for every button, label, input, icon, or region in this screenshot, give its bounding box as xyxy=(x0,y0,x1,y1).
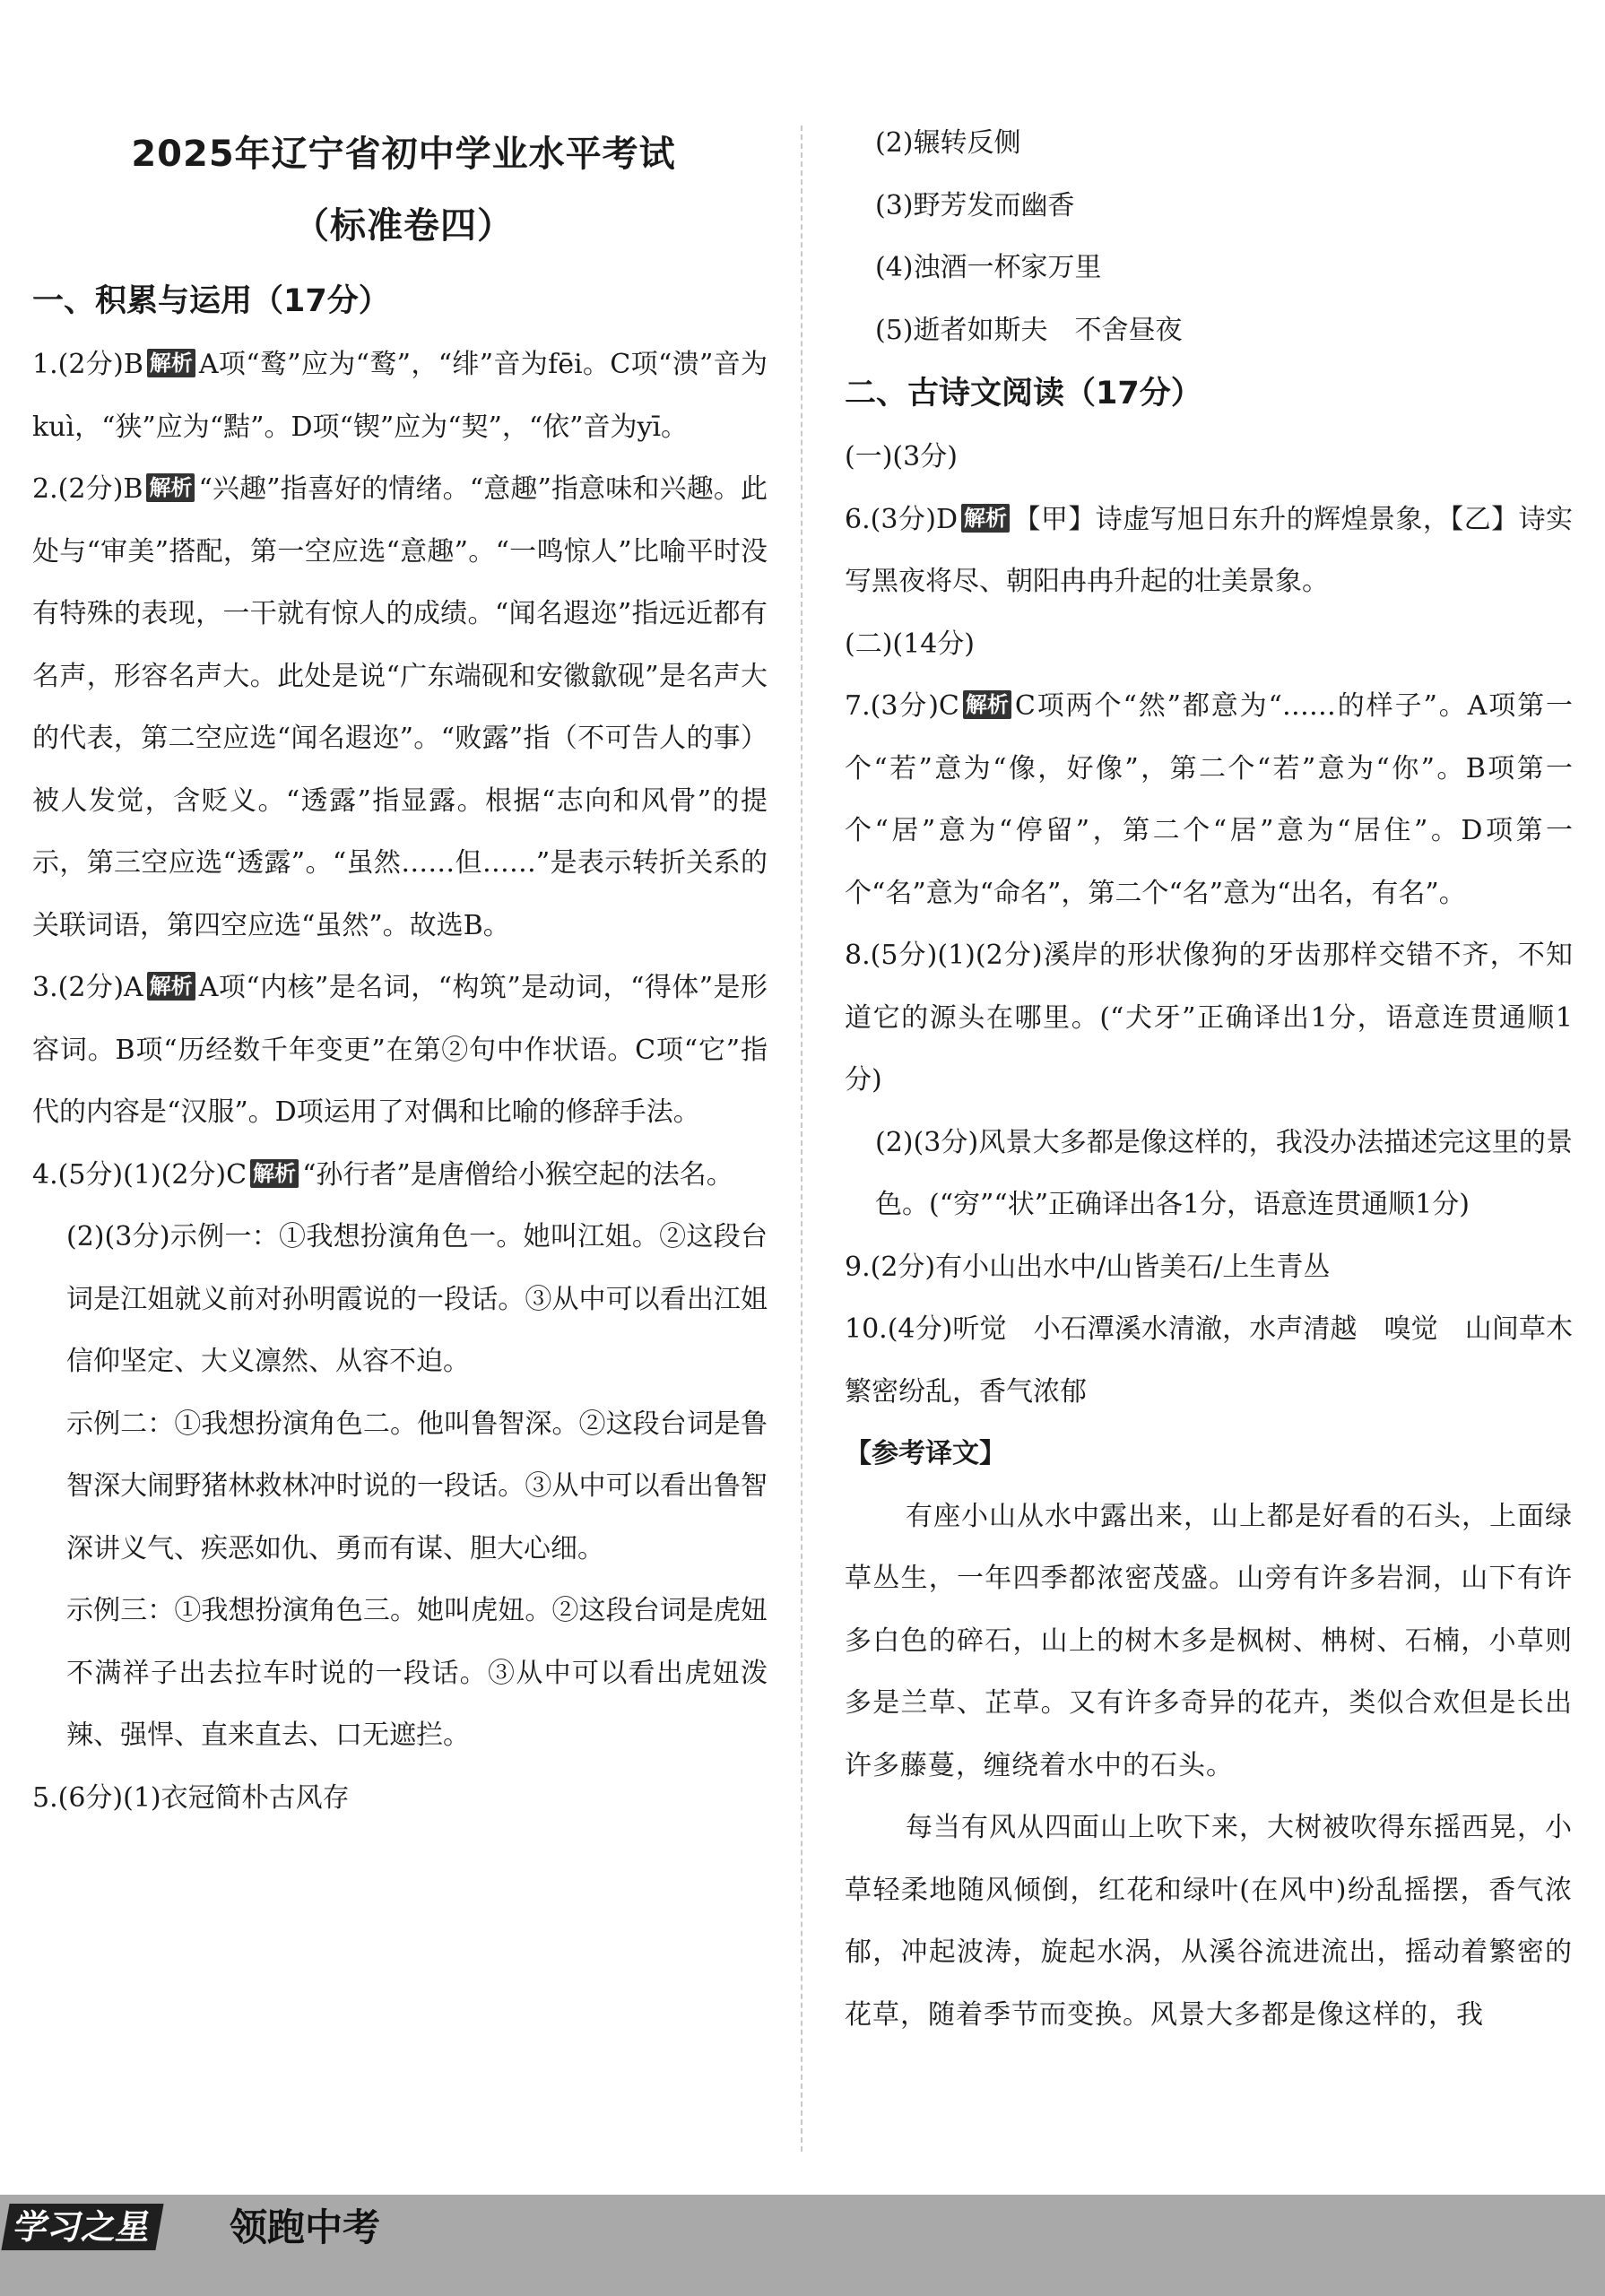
answer-q5-2: (2)辗转反侧 xyxy=(875,127,1021,159)
brand-logo: 学习之星 xyxy=(1,2204,163,2250)
section-heading-1: 一、积累与运用（17分） xyxy=(32,283,390,319)
answer-q4-example-2: 示例二：①我想扮演角色二。他叫鲁智深。②这段台词是鲁智深大闹野猪林救林冲时说的一段话。③从中可以看出鲁智深讲义气、疾恶如仇、勇而有谋、胆大心细。 xyxy=(66,1408,768,1564)
answer-q8-2: (2)(3分)风景大多都是像这样的，我没办法描述完这里的景色。(“穷”“状”正确译出各1分，语意连贯通顺1分) xyxy=(875,1126,1573,1220)
answer-q2 xyxy=(32,458,768,957)
answer-q5-5: (5)逝者如斯夫 不舍昼夜 xyxy=(875,314,1183,346)
answer-q5-4: (4)浊酒一杯家万里 xyxy=(875,252,1102,283)
answer-q7 xyxy=(845,675,1573,924)
answer-q4-1 xyxy=(32,1144,768,1207)
answer-q10: 10.(4分)听觉 小石潭溪水清澈，水声清越 嗅觉 山间草木繁密纷乱，香气浓郁 xyxy=(845,1313,1573,1408)
part-one-heading: (一)(3分) xyxy=(845,441,958,472)
answer-q8-1: 8.(5分)(1)(2分)溪岸的形状像狗的牙齿那样交错不齐，不知道它的源头在哪里。(“犬牙”正确译出1分，语意连贯通顺1分) xyxy=(845,940,1573,1096)
page-title: 2025年辽宁省初中学业水平考试 xyxy=(131,134,676,175)
page-subtitle: （标准卷四） xyxy=(293,205,514,247)
q3-analysis: A项“内核”是名词，“构筑”是动词，“得体”是形容词。B项“历经数千年变更”在第②句中作状语。C项“它”指代的内容是“汉服”。D项运用了对偶和比喻的修辞手法。 xyxy=(32,972,768,1128)
analysis-tag: 解析 xyxy=(961,504,1010,533)
part-two-heading: (二)(14分) xyxy=(845,628,975,660)
answer-q6 xyxy=(845,489,1573,613)
analysis-tag: 解析 xyxy=(963,690,1011,719)
translation-paragraph-2: 每当有风从四面山上吹下来，大树被吹得东摇西晃，小草轻柔地随风倾倒，红花和绿叶(在风中)纷乱摇摆，香气浓郁，冲起波涛，旋起水涡，从溪谷流进流出，摇动着繁密的花草，随着季节而变换。风景大多都是像这样的，我 xyxy=(845,1812,1573,2031)
answer-q3 xyxy=(32,957,768,1144)
brand-slogan: 领跑中考 xyxy=(230,2205,381,2249)
reference-translation-heading: 【参考译文】 xyxy=(845,1438,1006,1469)
q1-analysis: A项“鹜”应为“鹜”，“绯”音为fēi。C项“溃”音为kuì，“狭”应为“黠”。D项“锲”应为“契”，“依”音为yī。 xyxy=(32,349,768,443)
footer-band xyxy=(0,2195,1605,2296)
answer-q5-1: 5.(6分)(1)衣冠简朴古风存 xyxy=(32,1781,350,1814)
q2-score: 2.(2分)B xyxy=(32,473,143,505)
q7-score: 7.(3分)C xyxy=(845,690,959,722)
analysis-tag: 解析 xyxy=(147,972,195,1001)
q4-score: 4.(5分)(1)(2分)C xyxy=(32,1158,247,1191)
left-column xyxy=(32,269,768,1829)
column-divider xyxy=(801,126,802,2152)
analysis-tag: 解析 xyxy=(147,349,195,377)
translation-paragraph-1: 有座小山从水中露出来，山上都是好看的石头，上面绿草丛生，一年四季都浓密茂盛。山旁有许多岩洞，山下有许多白色的碎石，山上的树木多是枫树、柟树、石楠，小草则多是兰草、芷草。又有许多奇异的花卉，类似合欢但是长出许多藤蔓，缠绕着水中的石头。 xyxy=(845,1500,1573,1781)
analysis-tag: 解析 xyxy=(146,473,195,502)
q6-analysis: 【甲】诗虚写旭日东升的辉煌景象，【乙】诗实写黑夜将尽、朝阳冉冉升起的壮美景象。 xyxy=(845,503,1574,597)
q3-score: 3.(2分)A xyxy=(32,972,143,1003)
q1-score: 1.(2分)B xyxy=(32,349,143,380)
analysis-tag: 解析 xyxy=(250,1159,299,1188)
answer-q5-3: (3)野芳发而幽香 xyxy=(875,189,1075,221)
answer-q4-2: (2)(3分)示例一：①我想扮演角色一。她叫江姐。②这段台词是江姐就义前对孙明霞说的一段话。③从中可以看出江姐信仰坚定、大义凛然、从容不迫。 xyxy=(66,1221,768,1377)
answer-q9: 9.(2分)有小山出水中/山皆美石/上生青丛 xyxy=(845,1251,1331,1283)
answer-q4-example-3: 示例三：①我想扮演角色三。她叫虎妞。②这段台词是虎妞不满祥子出去拉车时说的一段话。③从中可以看出虎妞泼辣、强悍、直来直去、口无遮拦。 xyxy=(66,1595,768,1751)
q2-analysis: “兴趣”指喜好的情绪。“意趣”指意味和兴趣。此处与“审美”搭配，第一空应选“意趣”。“一鸣惊人”比喻平时没有特殊的表现，一干就有惊人的成绩。“闻名遐迩”指远近都有名声，形容名声大。此处是说“广东端砚和安徽歙砚”是名声大的代表，第二空应选“闻名遐迩”。“败露”指（不可告人的事）被人发觉，含贬义。“透露”指显露。根据“志向和风骨”的提示，第三空应选“透露”。“虽然……但……”是表示转折关系的关联词语，第四空应选“虽然”。故选B。 xyxy=(32,473,768,941)
right-column xyxy=(845,112,1573,2046)
q7-analysis: C项两个“然”都意为“……的样子”。A项第一个“若”意为“像，好像”，第二个“若”意为“你”。B项第一个“居”意为“停留”，第二个“居”意为“居住”。D项第一个“名”意为“命名”，第二个“名”意为“出名，有名”。 xyxy=(845,690,1574,909)
section-heading-2: 二、古诗文阅读（17分） xyxy=(845,376,1202,412)
q6-score: 6.(3分)D xyxy=(845,503,959,535)
answer-q1 xyxy=(32,334,768,458)
q4-analysis: “孙行者”是唐僧给小猴空起的法名。 xyxy=(302,1158,733,1191)
